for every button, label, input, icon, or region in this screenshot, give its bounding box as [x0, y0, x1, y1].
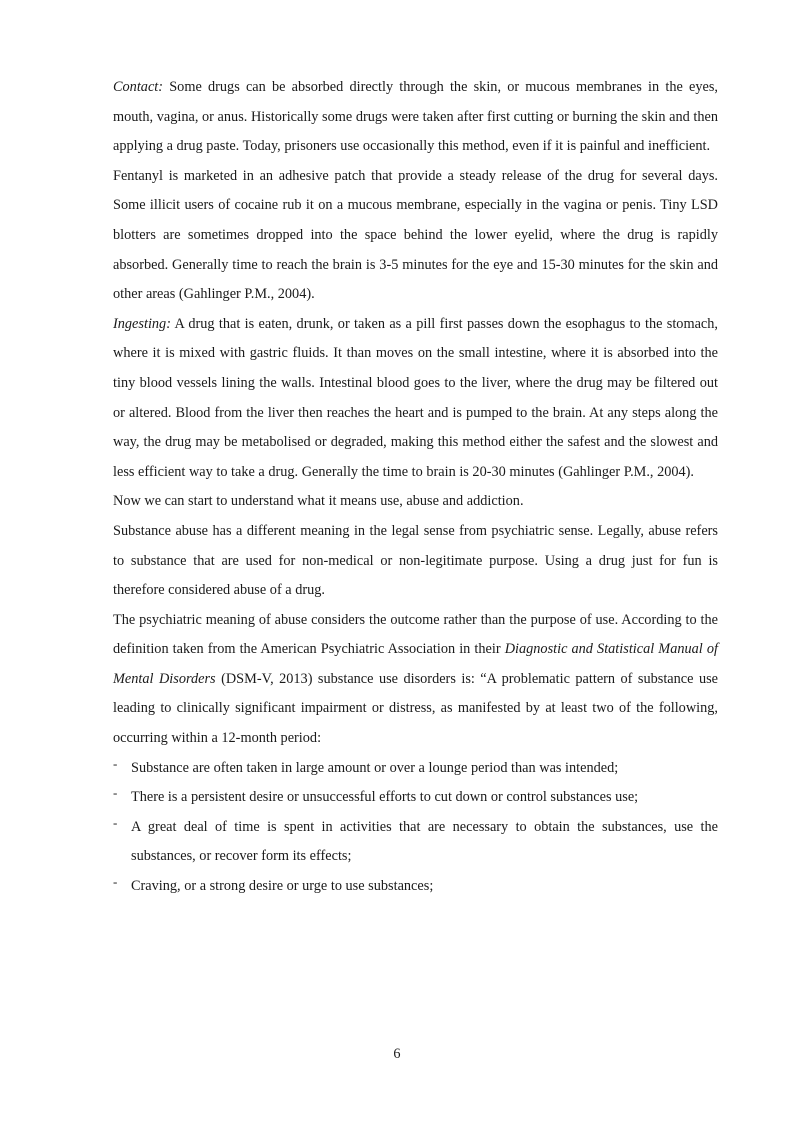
list-item-text: Substance are often taken in large amount or over a lounge period than was intended; — [131, 759, 619, 776]
bullet-dash: - — [113, 874, 118, 890]
paragraph-substance-abuse: Substance abuse has a different meaning in the legal sense from psychiatric sense. Legally, abuse refers to substance that are used for non-medical or non-legitimate purpose. Using a drug just for fun is therefore considered abuse of a drug. — [113, 522, 718, 599]
list-item-text: Craving, or a strong desire or urge to use substances; — [131, 878, 434, 895]
paragraph-ingesting-text: A drug that is eaten, drunk, or taken as a pill first passes down the esophagus to the stomach, where it is mixed with gastric fluids. It than moves on the small intestine, where it is absorbed into the tiny blood vessels lining the walls. Intestinal blood goes to the liver, where the drug may be filtered out or altered. Blood from the liver then reaches the heart and is pumped to the brain. At any steps along the way, the drug may be metabolised or degraded, making this method either the safest and the slowest and less efficient way to take a drug. Generally the time to brain is 20-30 minutes (Gahlinger P.M., 2004). — [113, 315, 718, 480]
paragraph-now: Now we can start to understand what it means use, abuse and addiction. — [113, 493, 524, 510]
criteria-list — [113, 754, 718, 902]
list-item — [113, 813, 718, 872]
bullet-dash: - — [113, 755, 118, 771]
term-ingesting: Ingesting: — [113, 315, 171, 332]
list-item — [113, 872, 718, 902]
list-item-text: There is a persistent desire or unsuccessful efforts to cut down or control substances use; — [131, 789, 639, 806]
paragraph-contact-text: Some drugs can be absorbed directly through the skin, or mucous membranes in the eyes, mouth, vagina, or anus. Historically some drugs were taken after first cutting or burning the skin and then applying a drug paste. Today, prisoners use occasionally this method, even if it is painful and inefficient. — [113, 79, 718, 155]
page-body — [113, 73, 718, 902]
psychiatric-text-before: The psychiatric meaning of abuse considers the outcome rather than the purpose of use. According to the definition taken from the American Psychiatric Association in their — [113, 611, 718, 658]
psychiatric-text-after: (DSM-V, 2013) substance use disorders is: “A problematic pattern of substance use leading to clinically significant impairment or distress, as manifested by at least two of the following, occurring within a 12-month period: — [113, 670, 719, 747]
list-item-text: A great deal of time is spent in activities that are necessary to obtain the substances, use the substances, or recover form its effects; — [131, 818, 718, 865]
page-number: 6 — [393, 1046, 401, 1062]
paragraph-psychiatric — [113, 606, 718, 754]
bullet-dash: - — [113, 785, 118, 801]
list-item — [113, 754, 718, 784]
bullet-dash: - — [113, 814, 118, 830]
list-item — [113, 783, 718, 813]
paragraph-contact — [113, 73, 718, 162]
paragraph-fentanyl: Fentanyl is marketed in an adhesive patch that provide a steady release of the drug for several days. Some illicit users of cocaine rub it on a mucous membrane, especially in the vagina or penis. Tiny LSD blotters are sometimes dropped into the space behind the lower eyelid, where the drug is rapidly absorbed. Generally time to reach the brain is 3-5 minutes for the eye and 15-30 minutes for the skin and other areas (Gahlinger P.M., 2004). — [113, 167, 718, 303]
term-contact: Contact: — [113, 79, 164, 95]
paragraph-ingesting — [113, 310, 718, 488]
dsm-title: Diagnostic and Statistical Manual of Mental Disorders — [113, 641, 718, 687]
